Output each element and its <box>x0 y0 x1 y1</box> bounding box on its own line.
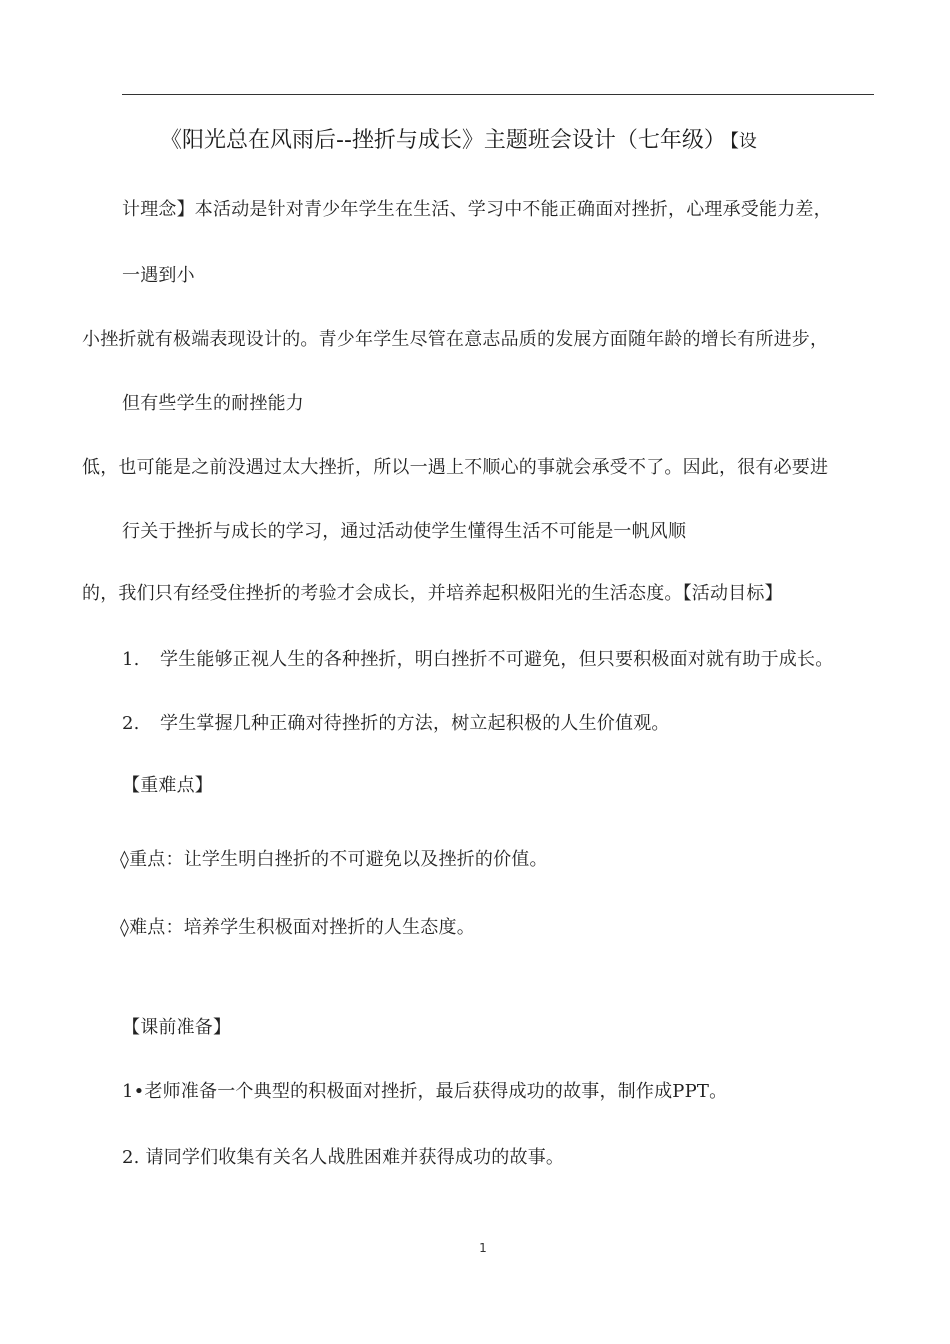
body-line: 但有些学生的耐挫能力 <box>122 393 304 414</box>
document-title <box>160 126 757 157</box>
goal-text: 学生掌握几种正确对待挫折的方法，树立起积极的人生价值观。 <box>160 713 670 734</box>
goal-item <box>122 712 670 736</box>
title-tail: 【设 <box>729 131 757 152</box>
prep-item: 2. 请同学们收集有关名人战胜困难并获得成功的故事。 <box>122 1147 565 1168</box>
title-text: 《阳光总在风雨后--挫折与成长》主题班会设计（七年级） <box>160 128 726 153</box>
prep-item: 1•老师准备一个典型的积极面对挫折，最后获得成功的故事，制作成PPT。 <box>122 1081 728 1102</box>
goal-number: 1. <box>122 649 140 670</box>
key-points-heading: 【重难点】 <box>122 775 213 796</box>
goal-text: 学生能够正视人生的各种挫折，明白挫折不可避免，但只要积极面对就有助于成长。 <box>160 649 834 670</box>
key-point: ◊重点：让学生明白挫折的不可避免以及挫折的价值。 <box>120 849 548 870</box>
goal-number: 2. <box>122 713 140 734</box>
page-number: 1 <box>479 1241 487 1255</box>
body-line: 行关于挫折与成长的学习，通过活动使学生懂得生活不可能是一帆风顺 <box>122 521 687 542</box>
difficult-point: ◊难点：培养学生积极面对挫折的人生态度。 <box>120 917 475 938</box>
body-line: 低，也可能是之前没遇过太大挫折，所以一遇上不顺心的事就会承受不了。因此，很有必要进 <box>82 457 829 478</box>
body-line: 的，我们只有经受住挫折的考验才会成长，并培养起积极阳光的生活态度。【活动目标】 <box>82 583 783 604</box>
body-line: 计理念】本活动是针对青少年学生在生活、学习中不能正确面对挫折，心理承受能力差， <box>122 199 832 220</box>
prep-heading: 【课前准备】 <box>122 1017 232 1038</box>
body-line: 一遇到小 <box>122 265 195 286</box>
goal-item <box>122 648 833 672</box>
body-line: 小挫折就有极端表现设计的。青少年学生尽管在意志品质的发展方面随年龄的增长有所进步， <box>82 329 829 350</box>
header-rule <box>122 94 874 95</box>
